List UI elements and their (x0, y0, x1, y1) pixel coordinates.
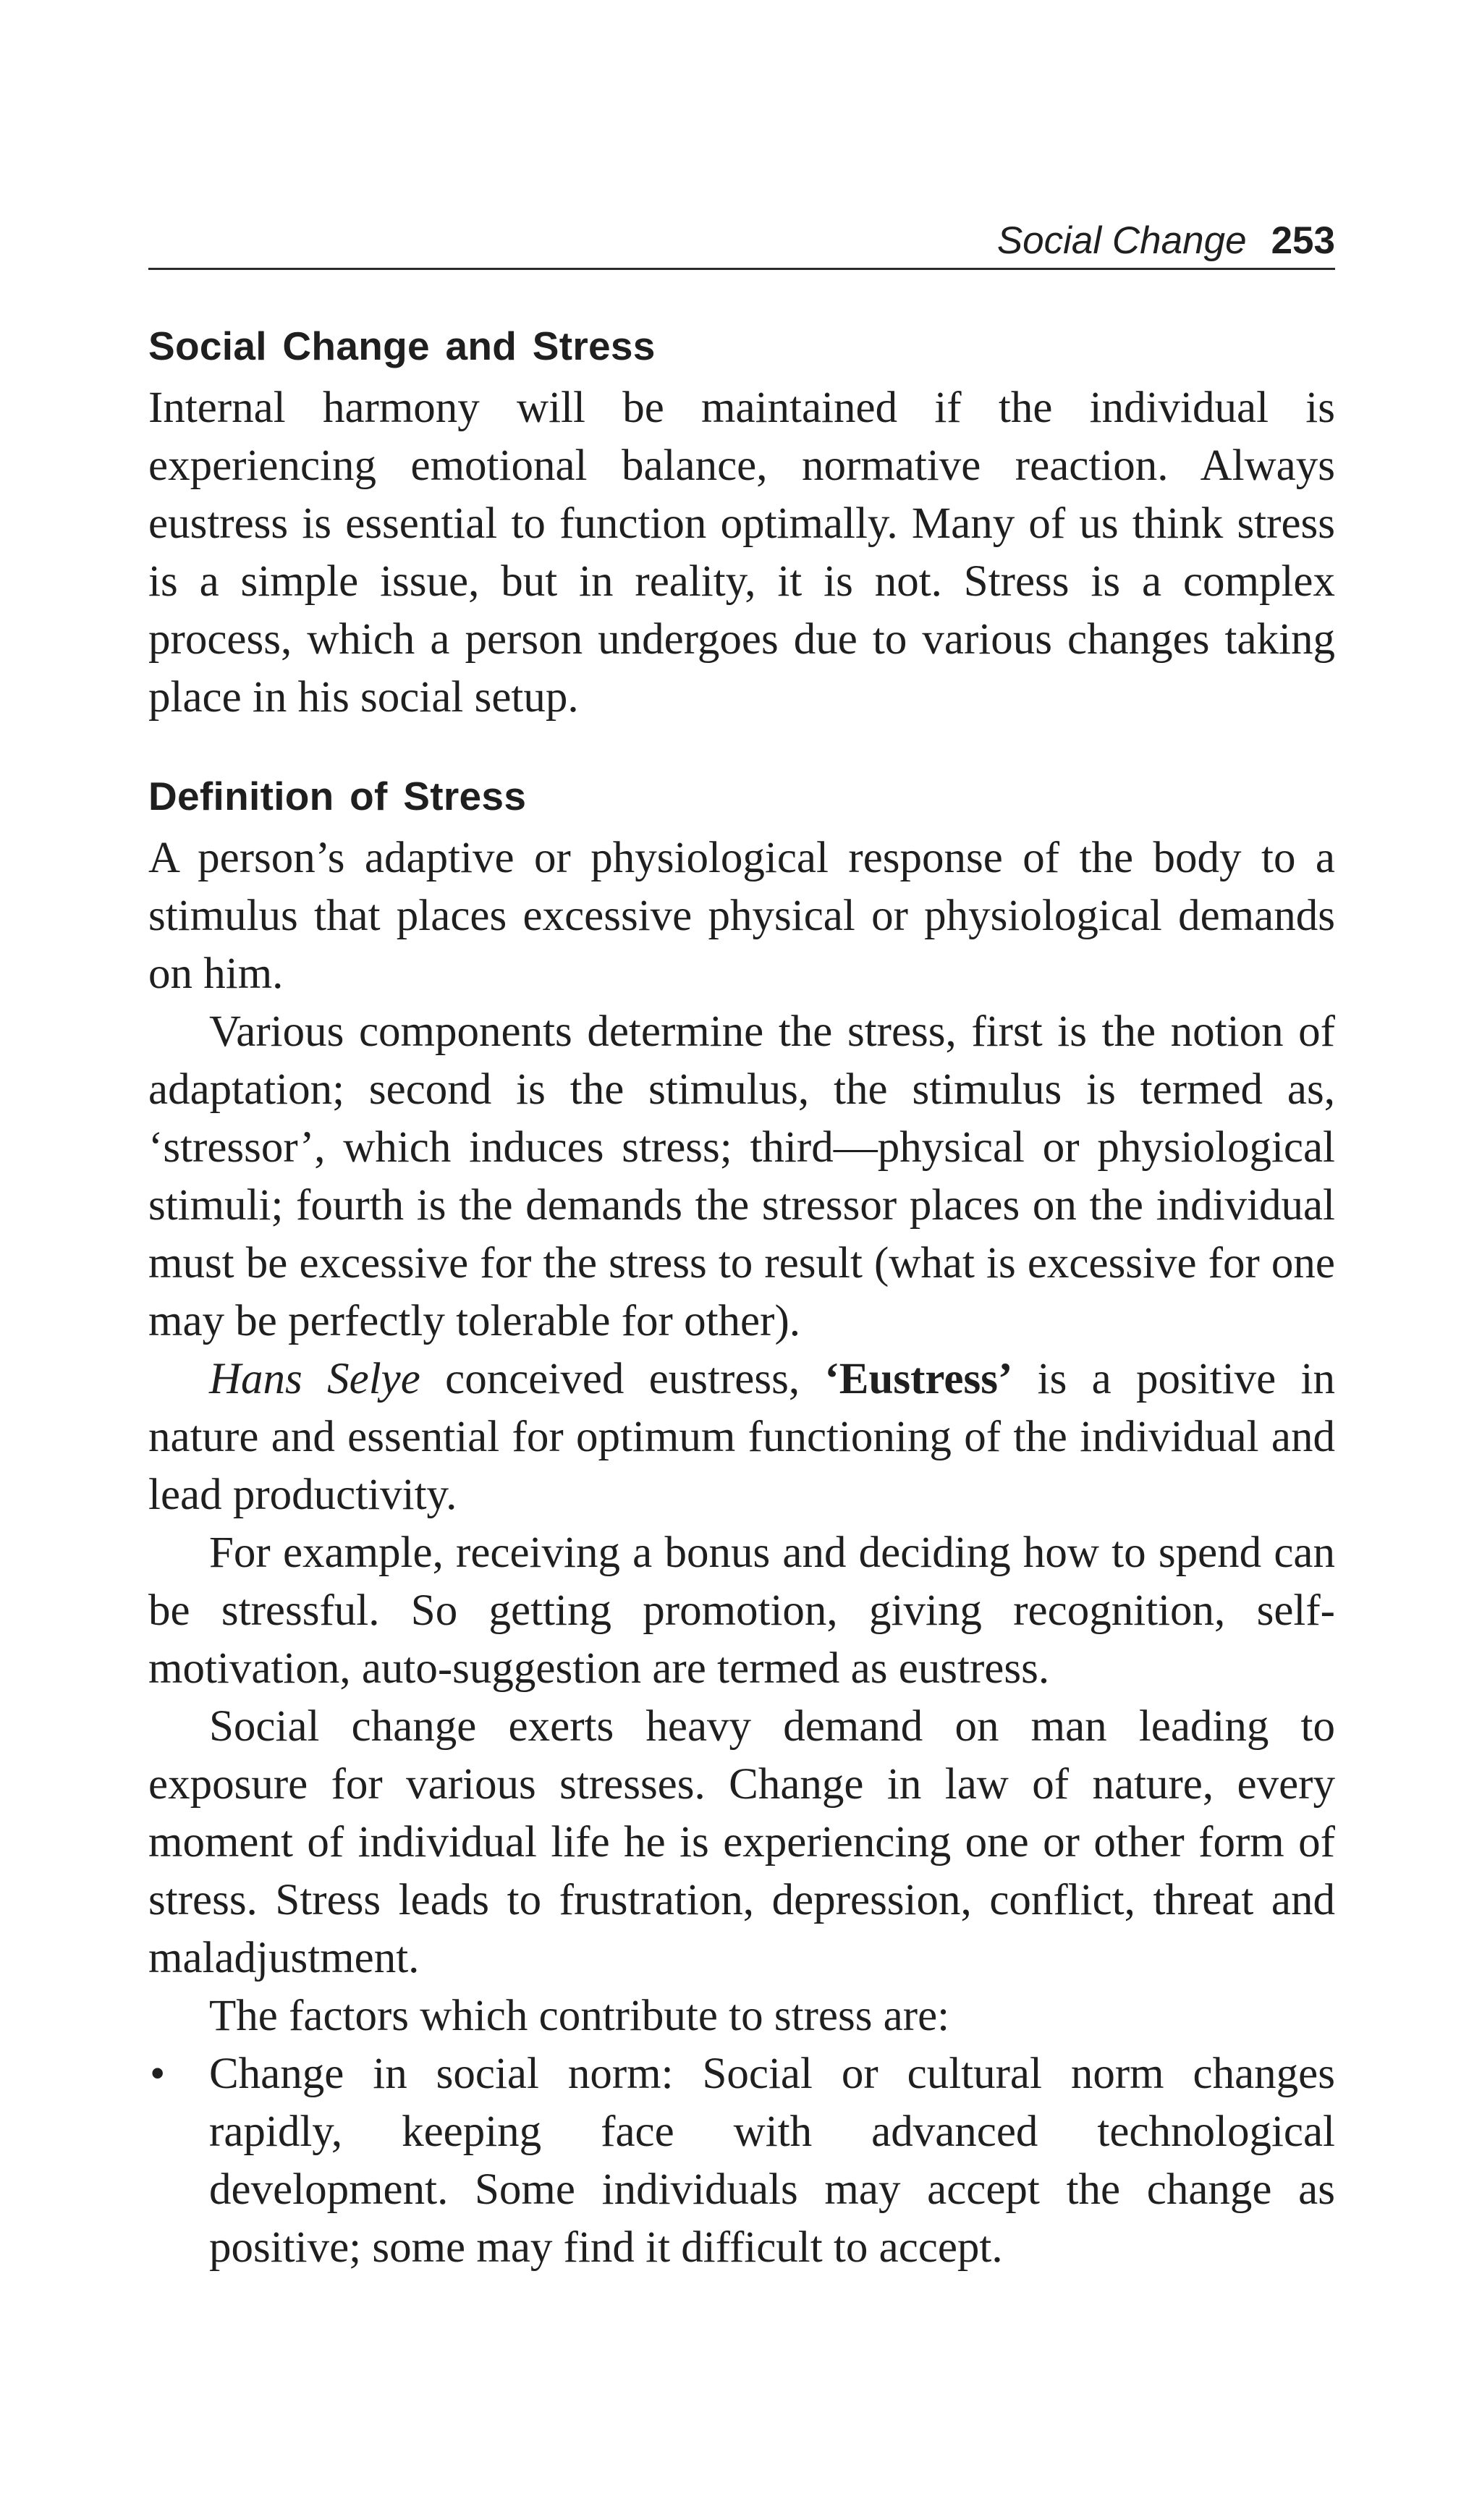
page-number: 253 (1271, 219, 1335, 262)
key-term: ‘Eustress’ (824, 1355, 1013, 1403)
page-content (148, 317, 1335, 2277)
paragraph-text: conceived eustress, (420, 1355, 825, 1403)
author-name: Hans Selye (209, 1355, 420, 1403)
paragraph-factors-intro: The factors which contribute to stress are: (209, 1992, 950, 2040)
paragraph-internal-harmony: Internal harmony will be maintained if the individual is experiencing emotional balance, normative reaction. Always eustress is essential to function optimally. Many of us think stress is a simple issue, but in reality, it is not. Stress is a complex process, which a person undergoes due to various changes taking place in his social setup. (148, 384, 1335, 722)
paragraph-definition: A person’s adaptive or physiological response of the body to a stimulus that places excessive physical or physiological demands on him. (148, 834, 1335, 998)
running-header (148, 214, 1335, 270)
paragraph-hans-selye (148, 1350, 1335, 1524)
list-item-text: Change in social norm: Social or cultural norm changes rapidly, keeping face with advanced technological development. Some individuals may accept the change as positive; some may find it difficult to accept. (209, 2050, 1335, 2272)
section-heading-definition-of-stress: Definition of Stress (148, 774, 527, 819)
section-heading-social-change-and-stress: Social Change and Stress (148, 324, 656, 368)
paragraph-text: is a positive in nature and essential for optimum functioning of the individual and lead productivity. (148, 1355, 1335, 1519)
paragraph-social-change-demand: Social change exerts heavy demand on man leading to exposure for various stresses. Change in law of nature, every moment of individual life he is experiencing one or other form of stress. Stress leads to frustration, depression, conflict, threat and maladjustment. (148, 1702, 1335, 1982)
factors-list (148, 2045, 1335, 2277)
running-header-section: Social Change (996, 219, 1247, 262)
bullet-icon: • (150, 2050, 166, 2098)
list-item (148, 2045, 1335, 2277)
paragraph-components: Various components determine the stress, first is the notion of adaptation; second is the stimulus, the stimulus is termed as, ‘stressor’, which induces stress; third—physical or physiological stimuli; fourth is the demands the stressor places on the individual must be excessive for the stress to result (what is excessive for one may be perfectly tolerable for other). (148, 1007, 1335, 1345)
paragraph-example: For example, receiving a bonus and deciding how to spend can be stressful. So getting promotion, giving recognition, self-motivation, auto-suggestion are termed as eustress. (148, 1529, 1335, 1693)
